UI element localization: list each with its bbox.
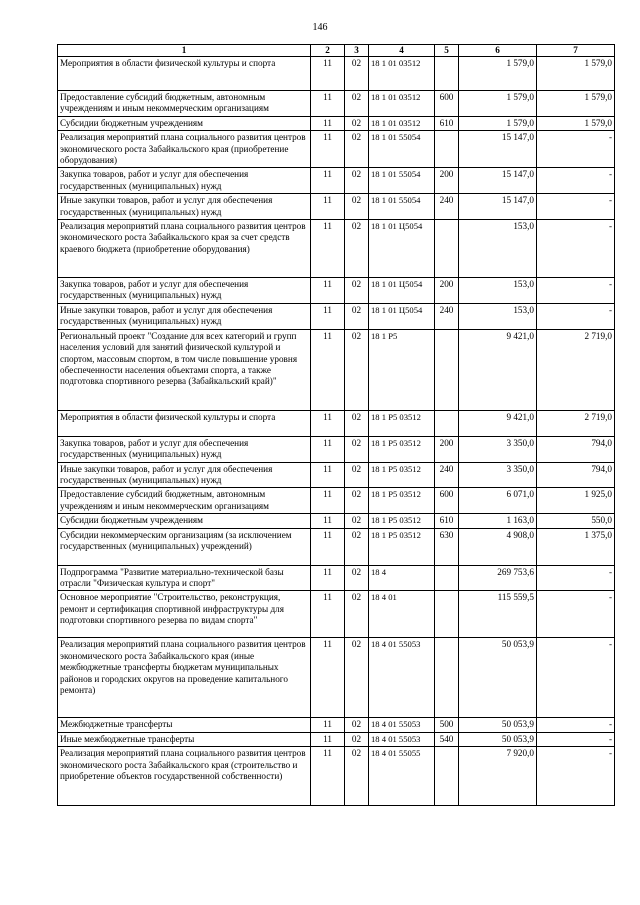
table-row xyxy=(58,718,615,732)
cell-section: 11 xyxy=(311,436,345,462)
header-col-4: 4 xyxy=(369,45,435,57)
cell-subsection: 02 xyxy=(345,436,369,462)
cell-amount-1: 9 421,0 xyxy=(459,329,537,410)
cell-target-article: 18 1 01 55054 xyxy=(369,194,435,220)
cell-name: Иные межбюджетные трансферты xyxy=(58,732,311,746)
cell-amount-2: - xyxy=(537,220,615,278)
cell-section: 11 xyxy=(311,488,345,514)
table-row xyxy=(58,194,615,220)
cell-expense-type: 200 xyxy=(435,168,459,194)
cell-amount-2: 550,0 xyxy=(537,514,615,528)
cell-amount-1: 9 421,0 xyxy=(459,410,537,436)
cell-subsection: 02 xyxy=(345,747,369,806)
cell-name: Реализация мероприятий плана социального развития центров экономического роста Забайкальского края за счет средств краевого бюджета (приобретение оборудования) xyxy=(58,220,311,278)
cell-amount-1: 1 579,0 xyxy=(459,116,537,130)
table-row xyxy=(58,278,615,304)
table-row xyxy=(58,410,615,436)
table-row xyxy=(58,116,615,130)
cell-target-article: 18 1 01 Ц5054 xyxy=(369,220,435,278)
cell-target-article: 18 1 P5 03512 xyxy=(369,528,435,565)
cell-amount-2: - xyxy=(537,131,615,168)
cell-subsection: 02 xyxy=(345,528,369,565)
cell-expense-type xyxy=(435,220,459,278)
cell-expense-type xyxy=(435,565,459,591)
cell-section: 11 xyxy=(311,747,345,806)
cell-subsection: 02 xyxy=(345,194,369,220)
cell-section: 11 xyxy=(311,278,345,304)
cell-section: 11 xyxy=(311,732,345,746)
header-col-5: 5 xyxy=(435,45,459,57)
table-row xyxy=(58,591,615,638)
cell-subsection: 02 xyxy=(345,131,369,168)
cell-amount-2: 1 925,0 xyxy=(537,488,615,514)
cell-expense-type xyxy=(435,410,459,436)
table-row xyxy=(58,732,615,746)
cell-subsection: 02 xyxy=(345,488,369,514)
cell-amount-2: 1 579,0 xyxy=(537,91,615,117)
cell-amount-1: 15 147,0 xyxy=(459,131,537,168)
cell-subsection: 02 xyxy=(345,591,369,638)
cell-amount-1: 1 163,0 xyxy=(459,514,537,528)
cell-target-article: 18 1 P5 03512 xyxy=(369,514,435,528)
cell-target-article: 18 1 P5 03512 xyxy=(369,462,435,488)
table-row xyxy=(58,220,615,278)
table-row xyxy=(58,565,615,591)
cell-expense-type: 240 xyxy=(435,462,459,488)
cell-target-article: 18 1 P5 03512 xyxy=(369,436,435,462)
cell-name: Мероприятия в области физической культуры и спорта xyxy=(58,57,311,91)
cell-target-article: 18 4 01 55055 xyxy=(369,747,435,806)
cell-amount-1: 50 053,9 xyxy=(459,718,537,732)
cell-target-article: 18 1 01 Ц5054 xyxy=(369,278,435,304)
cell-section: 11 xyxy=(311,638,345,718)
table-header-row xyxy=(58,45,615,57)
table-row xyxy=(58,329,615,410)
cell-target-article: 18 1 P5 03512 xyxy=(369,410,435,436)
cell-amount-1: 1 579,0 xyxy=(459,91,537,117)
cell-amount-1: 15 147,0 xyxy=(459,168,537,194)
cell-amount-2: - xyxy=(537,168,615,194)
cell-expense-type: 200 xyxy=(435,436,459,462)
header-col-6: 6 xyxy=(459,45,537,57)
cell-target-article: 18 1 P5 03512 xyxy=(369,488,435,514)
cell-target-article: 18 1 01 03512 xyxy=(369,57,435,91)
cell-expense-type xyxy=(435,329,459,410)
cell-amount-1: 153,0 xyxy=(459,220,537,278)
cell-target-article: 18 1 P5 xyxy=(369,329,435,410)
cell-name: Межбюджетные трансферты xyxy=(58,718,311,732)
budget-table xyxy=(57,44,615,806)
cell-name: Закупка товаров, работ и услуг для обеспечения государственных (муниципальных) нужд xyxy=(58,278,311,304)
cell-expense-type: 240 xyxy=(435,303,459,329)
cell-subsection: 02 xyxy=(345,565,369,591)
cell-expense-type xyxy=(435,747,459,806)
cell-amount-2: 1 579,0 xyxy=(537,57,615,91)
cell-name: Реализация мероприятий плана социального развития центров экономического роста Забайкальского края (строительство и приобретение объектов государственной собственности) xyxy=(58,747,311,806)
cell-expense-type: 610 xyxy=(435,116,459,130)
cell-name: Иные закупки товаров, работ и услуг для обеспечения государственных (муниципальных) нужд xyxy=(58,303,311,329)
cell-amount-2: 2 719,0 xyxy=(537,410,615,436)
table-row xyxy=(58,303,615,329)
cell-section: 11 xyxy=(311,168,345,194)
cell-subsection: 02 xyxy=(345,410,369,436)
cell-target-article: 18 1 01 03512 xyxy=(369,116,435,130)
table-row xyxy=(58,488,615,514)
cell-expense-type: 500 xyxy=(435,718,459,732)
cell-amount-1: 153,0 xyxy=(459,303,537,329)
cell-name: Мероприятия в области физической культуры и спорта xyxy=(58,410,311,436)
cell-amount-1: 3 350,0 xyxy=(459,462,537,488)
cell-amount-2: - xyxy=(537,303,615,329)
cell-expense-type: 600 xyxy=(435,488,459,514)
header-col-1: 1 xyxy=(58,45,311,57)
cell-name: Подпрограмма "Развитие материально-технической базы отрасли "Физическая культура и спорт" xyxy=(58,565,311,591)
cell-subsection: 02 xyxy=(345,91,369,117)
cell-section: 11 xyxy=(311,194,345,220)
table-row xyxy=(58,57,615,91)
cell-amount-1: 3 350,0 xyxy=(459,436,537,462)
cell-section: 11 xyxy=(311,57,345,91)
cell-amount-2: 794,0 xyxy=(537,436,615,462)
cell-expense-type xyxy=(435,57,459,91)
page-number: 146 xyxy=(312,22,328,33)
table-row xyxy=(58,528,615,565)
cell-section: 11 xyxy=(311,303,345,329)
cell-amount-1: 153,0 xyxy=(459,278,537,304)
cell-amount-1: 1 579,0 xyxy=(459,57,537,91)
cell-section: 11 xyxy=(311,514,345,528)
cell-amount-1: 50 053,9 xyxy=(459,732,537,746)
cell-section: 11 xyxy=(311,131,345,168)
cell-subsection: 02 xyxy=(345,718,369,732)
table-row xyxy=(58,462,615,488)
cell-subsection: 02 xyxy=(345,116,369,130)
cell-amount-2: - xyxy=(537,278,615,304)
table-row xyxy=(58,747,615,806)
cell-amount-2: - xyxy=(537,732,615,746)
cell-amount-1: 269 753,6 xyxy=(459,565,537,591)
cell-section: 11 xyxy=(311,591,345,638)
cell-name: Предоставление субсидий бюджетным, автономным учреждениям и иным некоммерческим организациям xyxy=(58,488,311,514)
cell-expense-type xyxy=(435,591,459,638)
cell-expense-type xyxy=(435,131,459,168)
cell-name: Закупка товаров, работ и услуг для обеспечения государственных (муниципальных) нужд xyxy=(58,436,311,462)
header-col-7: 7 xyxy=(537,45,615,57)
cell-amount-2: - xyxy=(537,591,615,638)
cell-subsection: 02 xyxy=(345,168,369,194)
cell-section: 11 xyxy=(311,410,345,436)
cell-amount-2: - xyxy=(537,747,615,806)
cell-name: Реализация мероприятий плана социального развития центров экономического роста Забайкальского края (иные межбюджетные трансферты бюджетам муниципальных районов и городских округов на проведение капитального ремонта) xyxy=(58,638,311,718)
cell-amount-1: 4 908,0 xyxy=(459,528,537,565)
cell-subsection: 02 xyxy=(345,732,369,746)
cell-section: 11 xyxy=(311,718,345,732)
cell-subsection: 02 xyxy=(345,303,369,329)
cell-name: Основное мероприятие "Строительство, реконструкция, ремонт и сертификация спортивной инфраструктуры для подготовки спортивного резерва по видам спорта" xyxy=(58,591,311,638)
cell-amount-1: 15 147,0 xyxy=(459,194,537,220)
cell-target-article: 18 4 xyxy=(369,565,435,591)
cell-target-article: 18 1 01 03512 xyxy=(369,91,435,117)
cell-section: 11 xyxy=(311,91,345,117)
cell-name: Иные закупки товаров, работ и услуг для обеспечения государственных (муниципальных) нужд xyxy=(58,194,311,220)
header-col-3: 3 xyxy=(345,45,369,57)
cell-subsection: 02 xyxy=(345,462,369,488)
table-row xyxy=(58,638,615,718)
table-row xyxy=(58,131,615,168)
cell-subsection: 02 xyxy=(345,514,369,528)
cell-subsection: 02 xyxy=(345,220,369,278)
cell-amount-2: - xyxy=(537,194,615,220)
cell-section: 11 xyxy=(311,329,345,410)
table-row xyxy=(58,514,615,528)
cell-section: 11 xyxy=(311,116,345,130)
cell-amount-1: 115 559,5 xyxy=(459,591,537,638)
cell-expense-type: 630 xyxy=(435,528,459,565)
header-col-2: 2 xyxy=(311,45,345,57)
cell-target-article: 18 4 01 55053 xyxy=(369,718,435,732)
cell-target-article: 18 1 01 55054 xyxy=(369,168,435,194)
cell-expense-type: 600 xyxy=(435,91,459,117)
table-row xyxy=(58,91,615,117)
cell-name: Субсидии некоммерческим организациям (за исключением государственных (муниципальных) учреждений) xyxy=(58,528,311,565)
cell-amount-2: 2 719,0 xyxy=(537,329,615,410)
cell-section: 11 xyxy=(311,462,345,488)
cell-target-article: 18 4 01 xyxy=(369,591,435,638)
cell-target-article: 18 1 01 Ц5054 xyxy=(369,303,435,329)
cell-expense-type: 200 xyxy=(435,278,459,304)
cell-expense-type: 240 xyxy=(435,194,459,220)
cell-subsection: 02 xyxy=(345,329,369,410)
cell-target-article: 18 1 01 55054 xyxy=(369,131,435,168)
cell-target-article: 18 4 01 55053 xyxy=(369,732,435,746)
cell-expense-type: 610 xyxy=(435,514,459,528)
cell-subsection: 02 xyxy=(345,638,369,718)
cell-amount-2: - xyxy=(537,638,615,718)
cell-name: Реализация мероприятий плана социального развития центров экономического роста Забайкальского края (приобретение оборудования) xyxy=(58,131,311,168)
cell-name: Субсидии бюджетным учреждениям xyxy=(58,514,311,528)
cell-amount-1: 50 053,9 xyxy=(459,638,537,718)
cell-section: 11 xyxy=(311,565,345,591)
cell-amount-2: 1 375,0 xyxy=(537,528,615,565)
cell-amount-2: 794,0 xyxy=(537,462,615,488)
table-row xyxy=(58,168,615,194)
cell-name: Иные закупки товаров, работ и услуг для обеспечения государственных (муниципальных) нужд xyxy=(58,462,311,488)
cell-name: Закупка товаров, работ и услуг для обеспечения государственных (муниципальных) нужд xyxy=(58,168,311,194)
cell-expense-type: 540 xyxy=(435,732,459,746)
cell-amount-2: - xyxy=(537,718,615,732)
table-row xyxy=(58,436,615,462)
cell-amount-2: - xyxy=(537,565,615,591)
cell-amount-1: 7 920,0 xyxy=(459,747,537,806)
cell-name: Предоставление субсидий бюджетным, автономным учреждениям и иным некоммерческим организациям xyxy=(58,91,311,117)
cell-name: Субсидии бюджетным учреждениям xyxy=(58,116,311,130)
cell-amount-1: 6 071,0 xyxy=(459,488,537,514)
cell-name: Региональный проект "Создание для всех категорий и групп населения условий для занятий физической культурой и спортом, массовым спортом, в том числе повышение уровня обеспеченности населения объектами спорта, а также подготовка спортивного резерва (Забайкальский край)" xyxy=(58,329,311,410)
cell-section: 11 xyxy=(311,220,345,278)
cell-section: 11 xyxy=(311,528,345,565)
cell-amount-2: 1 579,0 xyxy=(537,116,615,130)
cell-subsection: 02 xyxy=(345,278,369,304)
cell-subsection: 02 xyxy=(345,57,369,91)
cell-target-article: 18 4 01 55053 xyxy=(369,638,435,718)
cell-expense-type xyxy=(435,638,459,718)
